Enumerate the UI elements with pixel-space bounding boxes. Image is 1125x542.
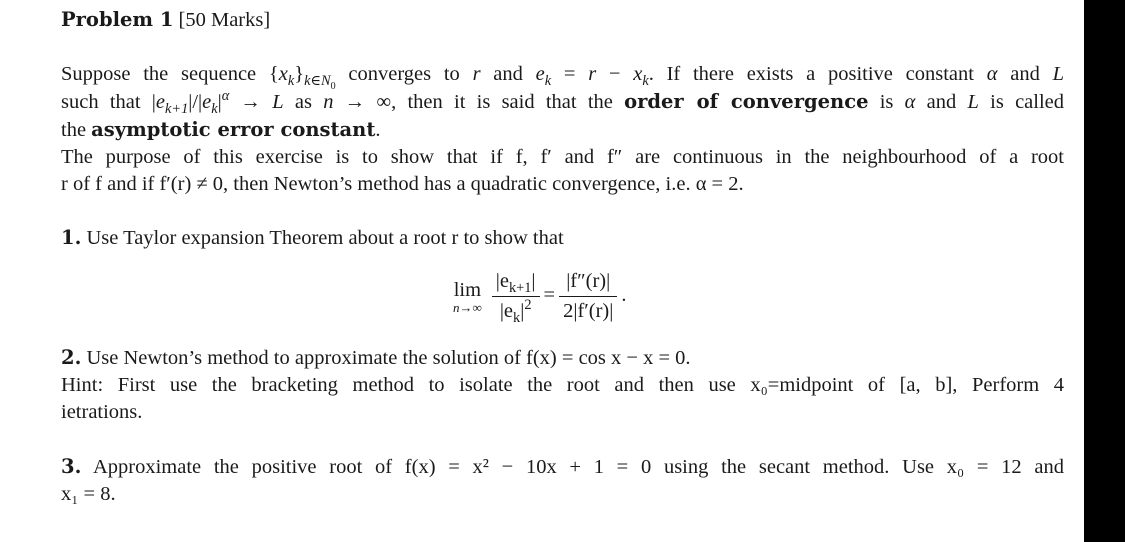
intro-line-2: such that $|e_{k+1}|/|e_k|^\alpha \to L$ as n → ∞, then it is said that the order of convergence is α and L is called bbox=[61, 88, 1065, 118]
q2-text: Use Newton’s method to approximate the solution of f(x) = cos x − x = 0. bbox=[86, 347, 691, 369]
limit-equation: lim n→∞ $\frac{|e_{k+1}|}{|e_k|^2}$ = $\frac{|f''(r)|}{2|f'(r)|}$ . bbox=[453, 270, 627, 327]
problem-heading bbox=[61, 6, 270, 34]
question-1 bbox=[61, 224, 1064, 252]
question-3 bbox=[61, 453, 1064, 508]
document-page bbox=[61, 0, 1071, 542]
question-2 bbox=[61, 344, 1064, 426]
problem-marks: [50 Marks] bbox=[178, 9, 271, 31]
q1-text: Use Taylor expansion Theorem about a root r to show that bbox=[86, 227, 564, 249]
q3-number: 3. bbox=[61, 455, 82, 478]
intro-line-4: The purpose of this exercise is to show that if f, f′ and f″ are continuous in the neighbourhood of a root bbox=[61, 146, 1064, 168]
q2-number: 2. bbox=[61, 346, 82, 369]
q3-text-line-2: x₁ = 8. bbox=[61, 483, 116, 505]
equals-sign: = bbox=[543, 284, 556, 307]
limit-operator: lim n→∞ bbox=[453, 278, 482, 315]
term-asymptotic-error-constant: asymptotic error constant bbox=[91, 118, 376, 141]
q3-text-line-1: Approximate the positive root of f(x) = x² − 10x + 1 = 0 using the secant method. Use x₀ = 12 and bbox=[92, 456, 1064, 478]
problem-title: Problem 1 bbox=[61, 8, 174, 31]
term-order-of-convergence: order of convergence bbox=[624, 90, 869, 113]
lhs-fraction: $\frac{|e_{k+1}|}{|e_k|^2}$ bbox=[492, 268, 540, 325]
intro-line-3: the asymptotic error constant. bbox=[61, 118, 381, 141]
intro-line-5: r of f and if f′(r) ≠ 0, then Newton’s method has a quadratic convergence, i.e. α = 2. bbox=[61, 173, 744, 195]
q2-hint-line-1: Hint: First use the bracketing method to isolate the root and then use x₀=midpoint of [a, b], Perform 4 bbox=[61, 374, 1064, 396]
intro-line-1: Suppose the sequence $\{x_k\}_{k\in N_0}$ converges to r and $e_k = r - x_k$. If there exists a positive constant α and L bbox=[61, 63, 1064, 92]
right-edge-bar bbox=[1084, 0, 1125, 542]
intro-paragraph bbox=[61, 61, 1064, 198]
q2-hint-line-2: ietrations. bbox=[61, 401, 143, 423]
rhs-fraction: $\frac{|f''(r)|}{2|f'(r)|}$ bbox=[559, 268, 617, 325]
q1-number: 1. bbox=[61, 226, 82, 249]
